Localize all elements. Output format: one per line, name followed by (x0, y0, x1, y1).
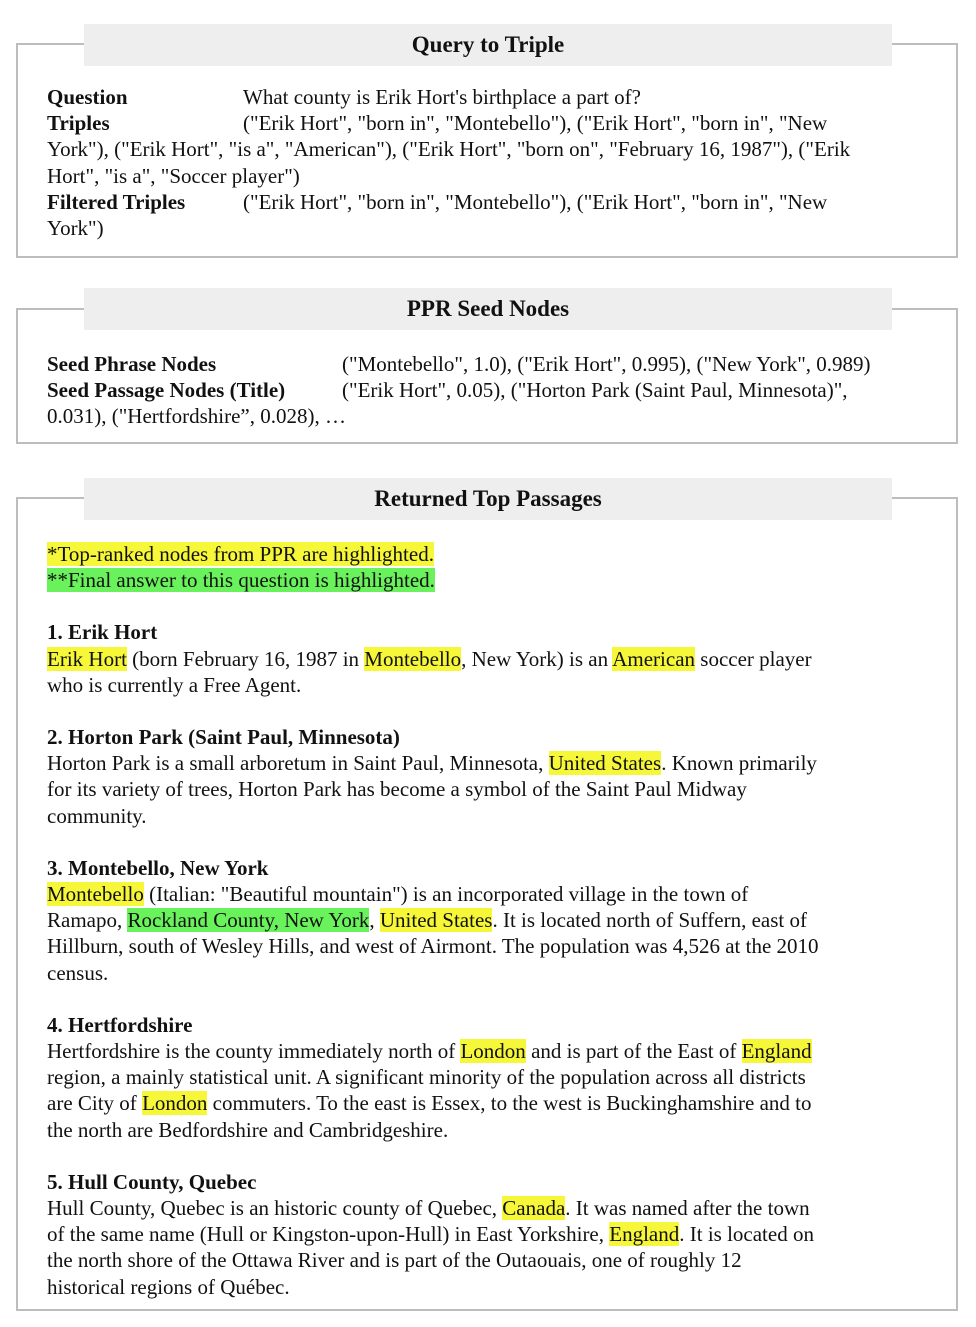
text-span: , New York) is an (461, 646, 613, 671)
passages-panel-title: Returned Top Passages (84, 478, 892, 520)
ppr-panel-title: PPR Seed Nodes (84, 288, 892, 330)
filtered-line-1: ("Erik Hort", "born in", "Montebello"), ("Erik Hort", "born in", "New (243, 189, 828, 214)
legend-notes (47, 541, 932, 593)
ppr-highlight: London (460, 1039, 526, 1064)
passage-title: 4. Hertfordshire (47, 1012, 193, 1037)
question-label: Question (47, 85, 128, 109)
passage-title: 2. Horton Park (Saint Paul, Minnesota) (47, 725, 400, 750)
passage-line (47, 1038, 932, 1064)
triples-row (47, 110, 932, 136)
filtered-line-2: York") (47, 216, 104, 241)
passage-line (47, 1221, 932, 1247)
ppr-highlight: Erik Hort (47, 646, 127, 671)
ppr-highlight: United States (379, 908, 493, 933)
text-span: are City of (47, 1091, 143, 1116)
text-span: (Italian: "Beautiful mountain") is an incorporated village in the town of (143, 882, 749, 907)
triples-line-1: ("Erik Hort", "born in", "Montebello"), ("Erik Hort", "born in", "New (243, 111, 828, 136)
text-span: commuters. To the east is Essex, to the west is Buckinghamshire and to (207, 1091, 812, 1116)
ppr-highlight: Montebello (364, 646, 462, 671)
passage-4 (47, 1012, 932, 1143)
ppr-highlight: London (142, 1091, 208, 1116)
query-content (47, 84, 932, 241)
text-span: . Known primarily (661, 751, 817, 776)
passage-line (47, 1195, 932, 1221)
passage-3 (47, 855, 932, 986)
passage-line: the north are Bedfordshire and Cambridgeshire. (47, 1117, 449, 1142)
passage-1 (47, 619, 932, 698)
passage-line: community. (47, 803, 147, 828)
seed-phrase-row (47, 351, 932, 377)
text-span: Hull County, Quebec is an historic county of Quebec, (47, 1196, 503, 1221)
passage-line (47, 907, 932, 933)
passage-title: 1. Erik Hort (47, 620, 158, 645)
query-panel-title: Query to Triple (84, 24, 892, 66)
text-span: and is part of the East of (525, 1039, 742, 1064)
ppr-highlight: United States (548, 751, 662, 776)
ppr-content (47, 351, 932, 430)
passage-line (47, 646, 932, 672)
triples-line-2: York"), ("Erik Hort", "is a", "American"), ("Erik Hort", "born on", "February 16, 1987"), ("Erik (47, 137, 851, 162)
passage-line: historical regions of Québec. (47, 1274, 290, 1299)
passage-line: for its variety of trees, Horton Park has become a symbol of the Saint Paul Midway (47, 777, 747, 802)
text-span: of the same name (Hull or Kingston-upon-Hull) in East Yorkshire, (47, 1222, 610, 1247)
triples-line-3: Hort", "is a", "Soccer player") (47, 163, 300, 188)
ppr-highlight: Canada (502, 1196, 566, 1221)
text-span: Ramapo, (47, 908, 128, 933)
passage-line: who is currently a Free Agent. (47, 672, 302, 697)
passage-line: region, a mainly statistical unit. A significant minority of the population across all districts (47, 1065, 806, 1090)
passage-line (47, 1090, 932, 1116)
ppr-highlight: England (741, 1039, 812, 1064)
text-span: Horton Park is a small arboretum in Saint Paul, Minnesota, (47, 751, 549, 776)
filtered-triples-row (47, 189, 932, 215)
ppr-highlight: American (612, 646, 696, 671)
ppr-highlight-note: *Top-ranked nodes from PPR are highlighted. (47, 542, 434, 566)
text-span: . It is located north of Suffern, east of (492, 908, 807, 933)
text-span: (born February 16, 1987 in (126, 646, 365, 671)
seed-passage-row (47, 377, 932, 403)
passage-5 (47, 1169, 932, 1300)
text-span: . It was named after the town (565, 1196, 810, 1221)
passage-2 (47, 724, 932, 829)
passage-title: 5. Hull County, Quebec (47, 1169, 257, 1194)
seed-phrase-value: ("Montebello", 1.0), ("Erik Hort", 0.995), ("New York", 0.989) (342, 352, 871, 376)
passages-content (47, 541, 932, 1300)
passage-line: census. (47, 960, 109, 985)
seed-passage-line-2: 0.031), ("Hertfordshire”, 0.028), … (47, 404, 346, 429)
text-span: . It is located on (679, 1222, 814, 1247)
text-span: soccer player (695, 646, 812, 671)
passage-line: the north shore of the Ottawa River and is part of the Outaouais, one of roughly 12 (47, 1248, 742, 1273)
seed-passage-line-1: ("Erik Hort", 0.05), ("Horton Park (Saint Paul, Minnesota)", (342, 378, 848, 403)
text-span: Hertfordshire is the county immediately north of (47, 1039, 461, 1064)
answer-highlight: Rockland County, New York (127, 908, 370, 933)
answer-highlight-note: **Final answer to this question is highlighted. (47, 568, 435, 593)
passage-line (47, 881, 932, 907)
passage-line: Hillburn, south of Wesley Hills, and west of Airmont. The population was 4,526 at the 2010 (47, 934, 819, 959)
passage-line (47, 750, 932, 776)
ppr-highlight: England (609, 1222, 680, 1247)
question-text: What county is Erik Hort's birthplace a part of? (243, 85, 641, 109)
ppr-highlight: Montebello (47, 882, 144, 907)
question-row (47, 84, 932, 110)
seed-phrase-label: Seed Phrase Nodes (47, 352, 217, 376)
triples-label: Triples (47, 111, 110, 136)
seed-passage-label: Seed Passage Nodes (Title) (47, 378, 286, 403)
filtered-triples-label: Filtered Triples (47, 189, 186, 214)
text-span: , (369, 908, 380, 933)
passage-title: 3. Montebello, New York (47, 855, 269, 880)
